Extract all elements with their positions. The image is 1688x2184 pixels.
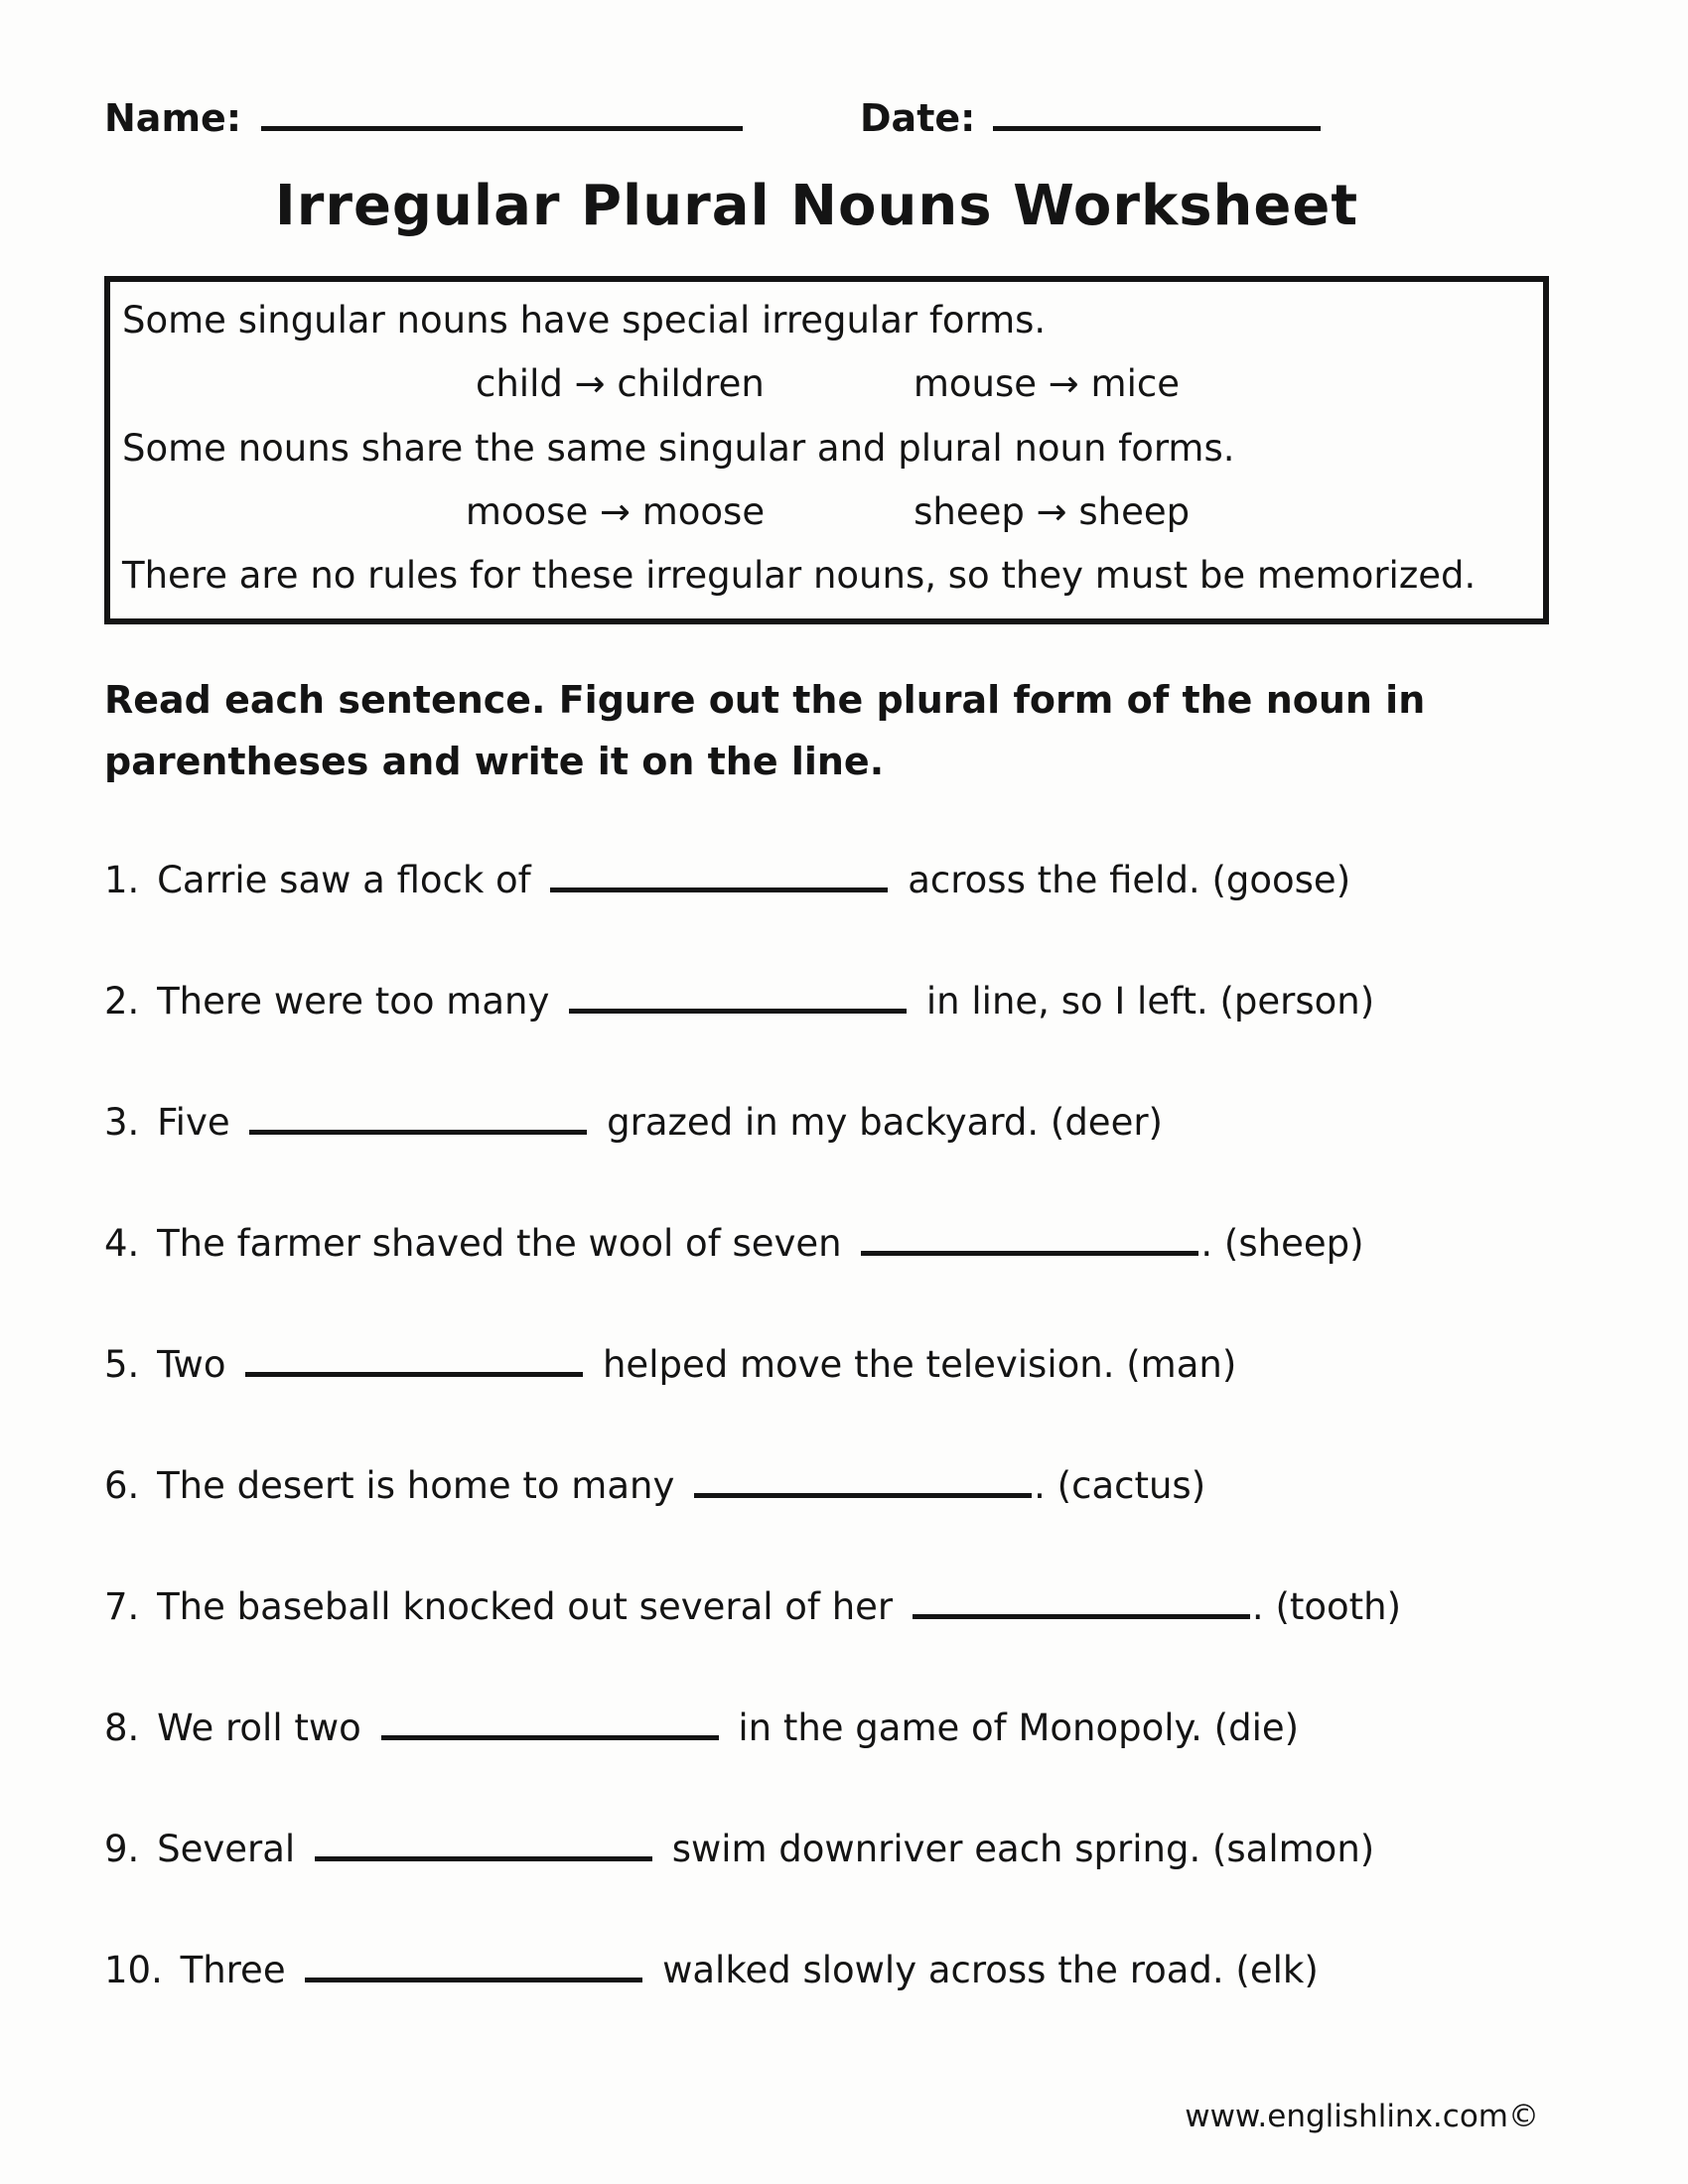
answer-blank (569, 980, 907, 1014)
question-text-before: We roll two (157, 1706, 361, 1750)
date-field (860, 91, 1321, 140)
question-text-after: grazed in my backyard. (deer) (607, 1101, 1163, 1145)
question-number: 5. (104, 1343, 140, 1387)
question-text-after: . (cactus) (1034, 1464, 1206, 1508)
header (104, 91, 1549, 140)
answer-blank (550, 859, 888, 892)
question-text-after: in the game of Monopoly. (die) (738, 1706, 1300, 1750)
question-text-before: Carrie saw a flock of (157, 859, 531, 902)
question-text-after: across the field. (goose) (908, 859, 1351, 902)
rule-memorize: There are no rules for these irregular nouns, so they must be memorized. (122, 554, 1477, 597)
date-write-line (993, 91, 1321, 131)
question-row-9 (104, 1825, 1549, 1874)
question-row-4 (104, 1219, 1549, 1269)
question-text-before: The desert is home to many (157, 1464, 675, 1508)
footer-website: www.englishlinx.com© (1185, 2099, 1539, 2134)
page-title: Irregular Plural Nouns Worksheet (274, 174, 1359, 238)
rule-same-forms: Some nouns share the same singular and plural noun forms. (122, 426, 1235, 470)
question-row-6 (104, 1461, 1549, 1511)
question-text-after: swim downriver each spring. (salmon) (671, 1828, 1375, 1871)
question-row-8 (104, 1704, 1549, 1753)
question-text-after: . (tooth) (1251, 1585, 1402, 1629)
name-label: Name: (104, 96, 242, 140)
question-list (104, 856, 1549, 1995)
question-text-before: The farmer shaved the wool of seven (157, 1222, 842, 1266)
answer-blank (315, 1828, 652, 1861)
examples-irregular (122, 361, 1533, 407)
answer-blank (381, 1706, 719, 1740)
question-text-before: Several (157, 1828, 296, 1871)
answer-blank (245, 1343, 583, 1377)
answer-blank (249, 1101, 587, 1135)
question-row-7 (104, 1582, 1549, 1632)
question-text-after: walked slowly across the road. (elk) (662, 1949, 1319, 1992)
question-number: 10. (104, 1949, 163, 1992)
answer-blank (861, 1222, 1198, 1256)
question-number: 3. (104, 1101, 140, 1145)
question-text-before: The baseball knocked out several of her (157, 1585, 894, 1629)
example-sheep-sheep: sheep → sheep (914, 489, 1191, 533)
rule-irregular-forms: Some singular nouns have special irregular forms. (122, 299, 1047, 341)
question-text-after: . (sheep) (1200, 1222, 1364, 1266)
name-write-line (261, 91, 743, 131)
example-moose-moose: moose → moose (465, 489, 766, 533)
answer-blank (694, 1464, 1032, 1498)
question-number: 2. (104, 980, 140, 1024)
question-number: 7. (104, 1585, 140, 1629)
question-number: 1. (104, 859, 140, 902)
question-row-5 (104, 1340, 1549, 1390)
question-number: 9. (104, 1828, 140, 1871)
example-mouse-mice: mouse → mice (913, 362, 1180, 406)
question-text-before: There were too many (157, 980, 550, 1024)
question-text-after: helped move the television. (man) (602, 1343, 1237, 1387)
answer-blank (305, 1949, 642, 1982)
question-row-1 (104, 856, 1549, 905)
question-text-before: Three (180, 1949, 286, 1992)
question-row-10 (104, 1946, 1549, 1995)
answer-blank (913, 1585, 1250, 1619)
example-child-children: child → children (476, 362, 765, 406)
question-row-3 (104, 1098, 1549, 1148)
question-text-before: Two (157, 1343, 226, 1387)
date-label: Date: (860, 96, 976, 140)
rules-box (104, 276, 1549, 624)
name-field (104, 91, 743, 140)
question-number: 8. (104, 1706, 140, 1750)
question-text-after: in line, so I left. (person) (925, 980, 1375, 1024)
question-number: 6. (104, 1464, 140, 1508)
instructions: Read each sentence. Figure out the plural form of the noun in parentheses and write it on the line. (104, 678, 1426, 783)
question-row-2 (104, 977, 1549, 1026)
question-number: 4. (104, 1222, 140, 1266)
examples-same (122, 489, 1533, 535)
question-text-before: Five (157, 1101, 230, 1145)
